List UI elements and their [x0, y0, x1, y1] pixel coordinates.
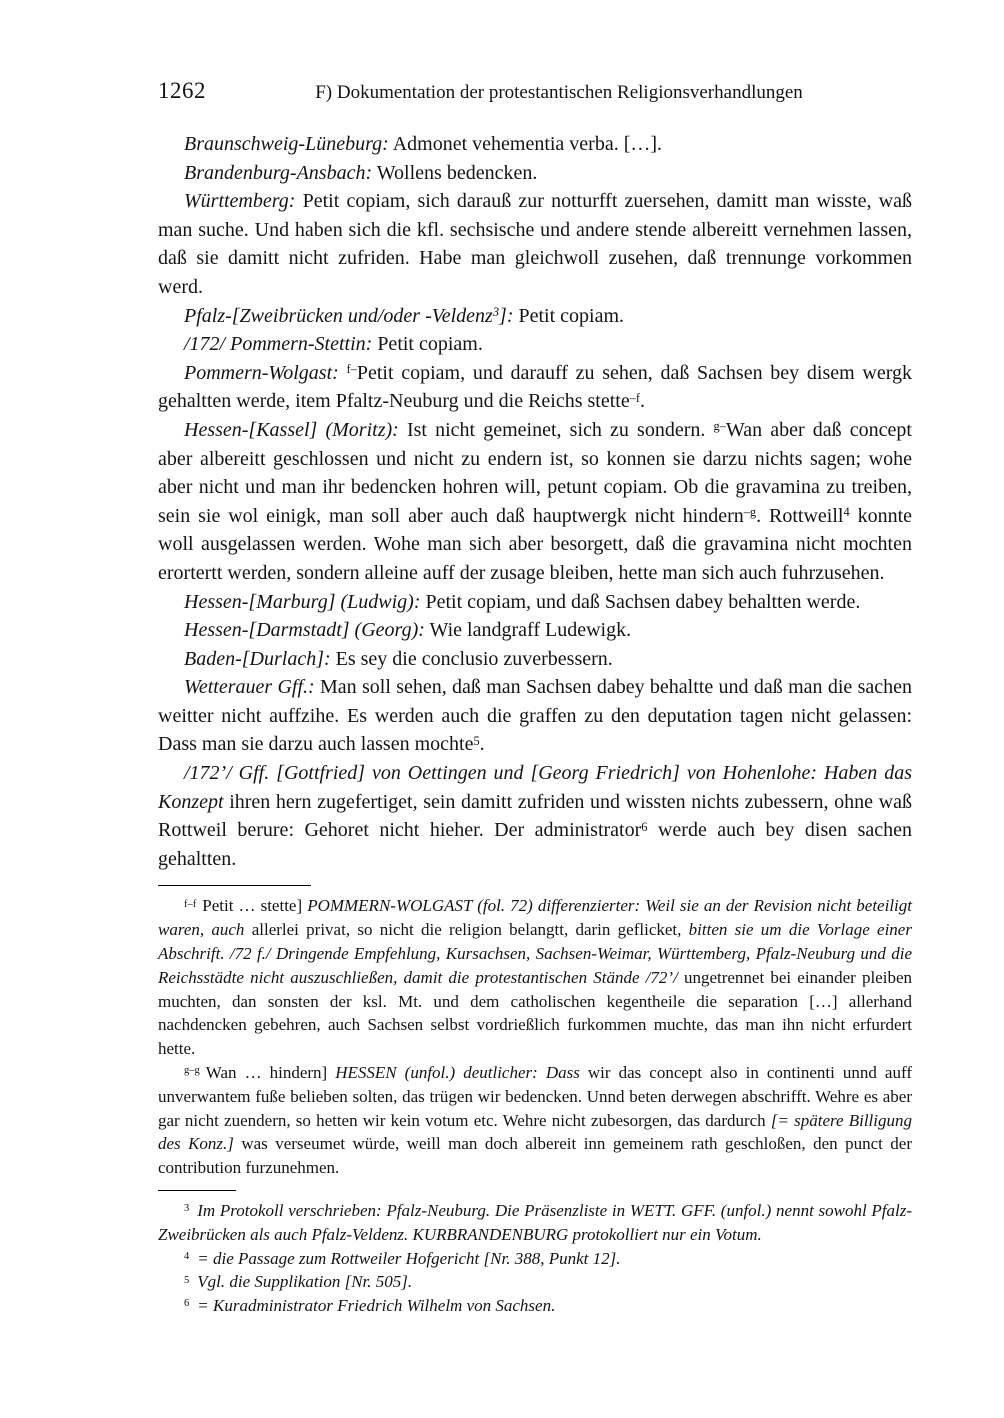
superscript-note-ref: –f: [629, 390, 641, 405]
paragraph: [158, 616, 912, 645]
superscript-note-ref: 4: [843, 505, 850, 520]
emphasis-text: Württemberg:: [184, 190, 296, 213]
paragraph: [158, 359, 912, 416]
superscript-note-ref: –g: [743, 505, 757, 520]
plain-text: [339, 362, 347, 384]
plain-text: Wie landgraff Ludewigk.: [424, 619, 632, 642]
paragraph: [158, 330, 912, 359]
plain-text: Petit copiam, sich darauß zur notturfft zuersehen, damitt man wisste, waß man suche. Und haben sich die kfl. sechsische und andere stende albereitt vernehmen lassen, daß sie damitt nicht zufriden. Habe man gleichwoll zusehen, daß trennunge vorkommen werd.: [158, 190, 912, 298]
footnote-label: 6: [184, 1298, 190, 1310]
emphasis-text: Braunschweig-Lüneburg:: [184, 133, 389, 155]
footnote: [158, 1270, 912, 1294]
emphasis-text: ]:: [499, 304, 514, 327]
emphasis-text: Im Protokoll verschrieben: Pfalz-Neuburg. Die Präsenzliste in WETT. GFF. (unfol.) nennt sowohl Pfalz-Zweibrücken als auch Pfalz-Veldenz. KURBRANDENBURG protokolliert nur ein Votum.: [158, 1201, 912, 1244]
emphasis-text: Baden-[Durlach]:: [184, 647, 331, 670]
paragraph: [158, 645, 912, 674]
footnote: [158, 1061, 912, 1180]
emphasis-text: = Kuradministrator Friedrich Wilhelm von Sachsen.: [197, 1296, 556, 1316]
page-number: 1262: [158, 78, 206, 103]
emphasis-text: /172/ Pommern-Stettin:: [184, 333, 373, 356]
superscript-note-ref: 3: [492, 304, 500, 319]
emphasis-text: Pfalz-[Zweibrücken und/oder -Veldenz: [184, 304, 493, 327]
plain-text: Petit … stette]: [202, 896, 308, 916]
paragraph: [158, 759, 912, 873]
footnote-separator-letters: [158, 885, 311, 886]
plain-text: ihren hern zugefertiget, sein damitt zufriden und wissten nichts zubessern, ohne waß Rottweil berure: Gehoret nicht hieher. Der administrator: [158, 790, 912, 842]
page-header: [158, 78, 912, 104]
superscript-note-ref: 6: [641, 819, 648, 834]
emphasis-text: bitten sie um die Vorlage einer Abschrift. /72 f./ Dringende Empfehlung, Kursachsen, Sachsen-Weimar, Württemberg, Pfalz-Neuburg und die Reichsstädte nicht auszuschließen, damit die protestantischen Stände /72’/: [158, 920, 912, 987]
paragraph: [158, 130, 912, 159]
footnote-separator-numbers: [158, 1190, 236, 1191]
footnote-label: 4: [184, 1250, 190, 1262]
footnotes-numbers: [158, 1199, 912, 1318]
footnote-label: g–g: [184, 1065, 200, 1077]
superscript-note-ref: g–: [713, 419, 726, 434]
plain-text: Wan … hindern]: [205, 1063, 336, 1083]
emphasis-text: POMMERN-WOLGAST (fol. 72) differenzierter: Weil sie an der Revision nicht beteiligt waren, auch: [158, 896, 912, 940]
plain-text: Admonet vehementia verba. […].: [388, 133, 663, 155]
paragraph: [158, 187, 912, 301]
plain-text: werde auch bey disen sachen gehaltten.: [158, 819, 912, 870]
superscript-note-ref: f–: [346, 362, 357, 377]
plain-text: allerlei privat, so nicht die religion belangtt, darin geflicket,: [244, 920, 689, 940]
plain-text: Petit copiam, und darauff zu sehen, daß Sachsen bey disem wergk gehaltten werde, item Pfaltz-Neuburg und die Reichs stette: [158, 361, 912, 413]
emphasis-text: /172’/ Gff. [Gottfried] von Oettingen und [Georg Friedrich] von Hohenlohe: Haben das Konzept: [158, 762, 912, 813]
plain-text: Man soll sehen, daß man Sachsen dabey behaltte und daß man die sachen weitter nicht auffzihe. Es werden auch die graffen zu den deputation tagen nicht gelassen: Dass man sie darzu auch lassen mochte: [158, 676, 912, 756]
emphasis-text: Vgl. die Supplikation [Nr. 505].: [197, 1272, 413, 1292]
plain-text: Ist nicht gemeinet, sich zu sondern.: [398, 418, 714, 441]
plain-text: Wan aber daß concept aber albereitt geschlossen und nicht zu endern ist, so konnen sie darzu nichts sagen; wohe aber nicht und man ihr bedencken hohren will, petunt copiam. Ob die gravamina zu treiben, sein sie wol einigk, man soll aber auch daß hauptwergk nicht hindern: [158, 418, 912, 527]
plain-text: wir das concept also in continenti unnd auff unverwantem fuße belieben solten, das trügen wir bedencken. Unnd beten derwegen abschrifft. Wehre es aber gar nicht zuendern, so hetten wir kein votum etc. Wehre nicht zubesorgen, das dardurch: [158, 1063, 912, 1130]
plain-text: Wollens bedencken.: [372, 161, 538, 184]
emphasis-text: Hessen-[Darmstadt] (Georg):: [184, 619, 425, 642]
footnote-label: 3: [184, 1203, 190, 1215]
footnote: [158, 1247, 912, 1271]
paragraph: [158, 416, 912, 588]
paragraph: [158, 588, 912, 617]
emphasis-text: Pommern-Wolgast:: [184, 361, 339, 384]
plain-text: .: [479, 733, 485, 756]
footnote-label: f–f: [184, 898, 197, 910]
footnote-label: 5: [184, 1274, 190, 1286]
emphasis-text: Hessen-[Marburg] (Ludwig):: [184, 590, 421, 613]
paragraph: [158, 673, 912, 759]
plain-text: Petit copiam.: [513, 304, 625, 327]
emphasis-text: Brandenburg-Ansbach:: [184, 161, 373, 184]
plain-text: ungetrennet bei einander pleiben muchten, dan sonsten der ksl. Mt. und dem catholischen kegentheile die separation […] allerhand nachdencken gebehren, auch Sachsen selbst vordrießlich furkommen muchte, das man ihn nicht erfurdert hette.: [158, 967, 912, 1059]
plain-text: konnte woll ausgelassen werden. Wohe man sich aber besorgett, daß die gravamina nicht mochten erortertt werden, sondern alleine auff der zusage bleiben, hette man sich auch fuhrzusehen.: [158, 504, 912, 584]
plain-text: was verseumet würde, weill man doch albereit inn gemeinem rath geschloßen, den punct der contribution furzunehmen.: [158, 1134, 912, 1178]
emphasis-text: = die Passage zum Rottweiler Hofgericht [Nr. 388, Punkt 12].: [197, 1248, 621, 1268]
body-paragraphs: [158, 130, 912, 873]
emphasis-text: Wetterauer Gff.:: [184, 676, 315, 699]
footnote: [158, 894, 912, 1061]
emphasis-text: Hessen-[Kassel] (Moritz):: [184, 418, 399, 441]
plain-text: Petit copiam.: [372, 333, 483, 356]
plain-text: .: [640, 390, 646, 413]
paragraph: [158, 302, 912, 331]
superscript-note-ref: 5: [473, 733, 480, 748]
emphasis-text: [= spätere Billigung des Konz.]: [158, 1110, 913, 1154]
paragraph: [158, 159, 912, 188]
plain-text: Es sey die conclusio zuverbessern.: [330, 647, 613, 670]
footnotes-letters: [158, 894, 912, 1180]
emphasis-text: HESSEN (unfol.) deutlicher: Dass: [335, 1063, 580, 1083]
footnote: [158, 1199, 912, 1247]
plain-text: . Rottweill: [756, 504, 844, 527]
plain-text: Petit copiam, und daß Sachsen dabey behaltten werde.: [420, 590, 861, 613]
footnote: [158, 1294, 912, 1318]
running-head-title: F) Dokumentation der protestantischen Religionsverhandlungen: [315, 82, 803, 103]
